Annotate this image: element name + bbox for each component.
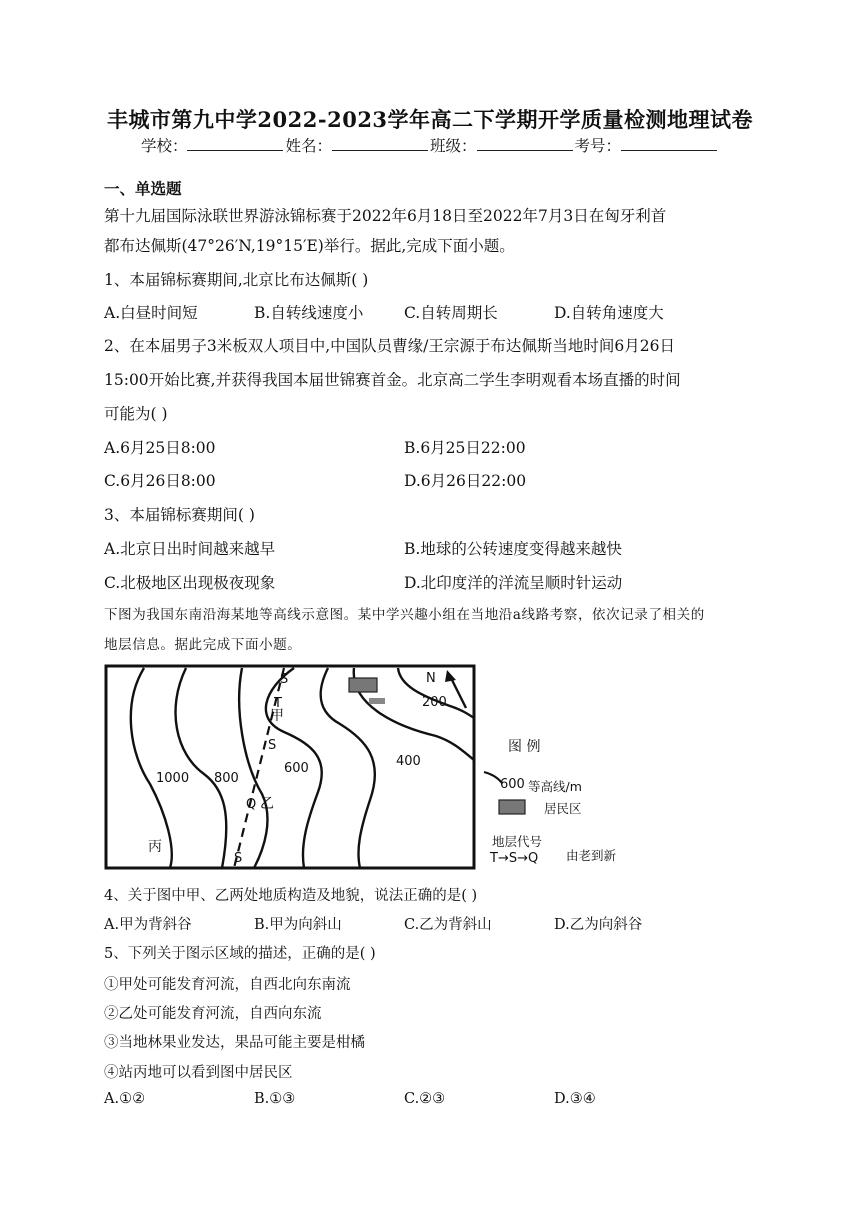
q4-option-c: C.乙为背斜山 xyxy=(404,917,492,933)
exam-no-blank xyxy=(621,136,717,151)
legend-contour-value: 600 xyxy=(500,777,525,792)
q2-option-c: C.6月26日8:00 xyxy=(104,472,216,490)
q5-option-b: B.①③ xyxy=(254,1091,296,1107)
section-heading: 一、单选题 xyxy=(104,179,182,198)
school-label: 学校： xyxy=(140,137,188,155)
q4-option-a: A.甲为背斜谷 xyxy=(104,917,192,933)
q2-stem-line2: 15:00开始比赛,并获得我国本届世锦赛首金。北京高二学生李明观看本场直播的时间 xyxy=(104,371,681,389)
place-label-bing: 丙 xyxy=(148,839,162,855)
map-legend xyxy=(484,739,617,866)
class-blank xyxy=(477,136,573,151)
q3-option-c: C.北极地区出现极夜现象 xyxy=(104,574,276,592)
q2-option-d: D.6月26日22:00 xyxy=(404,472,527,490)
q1-option-d: D.自转角速度大 xyxy=(554,304,664,322)
contour-label-800: 800 xyxy=(214,771,239,786)
q2-stem-line1: 2、在本届男子3米板双人项目中,中国队员曹缘/王宗源于布达佩斯当地时间6月26日 xyxy=(104,337,675,355)
legend-strata-title: 地层代号 xyxy=(492,834,543,849)
strata-label-q: Q xyxy=(246,797,257,812)
contour-label-200: 200 xyxy=(422,695,447,710)
q3-option-d: D.北印度洋的洋流呈顺时针运动 xyxy=(404,574,623,592)
north-label: N xyxy=(426,671,436,686)
legend-settlement-symbol xyxy=(499,800,525,814)
q3-stem: 3、本届锦标赛期间( ) xyxy=(104,506,255,524)
strata-label-t: T xyxy=(274,696,282,711)
q5-item-2: ②乙处可能发育河流，自西向东流 xyxy=(104,1006,322,1022)
strata-label-s-top: S xyxy=(280,672,289,687)
q1-option-c: C.自转周期长 xyxy=(404,304,498,322)
student-info-line xyxy=(0,134,860,156)
strata-label-s-mid: S xyxy=(268,738,277,753)
q3-option-a: A.北京日出时间越来越早 xyxy=(104,540,276,558)
strata-label-s-bottom: S xyxy=(234,851,243,866)
exam-title: 丰城市第九中学2022-2023学年高二下学期开学质量检测地理试卷 xyxy=(106,107,754,132)
contour-label-600: 600 xyxy=(284,761,309,776)
passage2-line2: 地层信息。据此完成下面小题。 xyxy=(104,637,302,653)
contour-label-1000: 1000 xyxy=(156,771,190,786)
q5-stem: 5、下列关于图示区域的描述，正确的是( ) xyxy=(104,946,376,962)
settlement-small xyxy=(369,698,385,704)
legend-strata-seq: T→S→Q xyxy=(490,851,539,866)
q5-item-1: ①甲处可能发育河流，自西北向东南流 xyxy=(104,977,351,993)
q4-stem: 4、关于图中甲、乙两处地质构造及地貌，说法正确的是( ) xyxy=(104,888,478,904)
q2-option-a: A.6月25日8:00 xyxy=(104,439,216,457)
place-label-yi: 乙 xyxy=(260,796,274,812)
q5-item-3: ③当地林果业发达，果品可能主要是柑橘 xyxy=(104,1035,365,1051)
legend-strata-text: 由老到新 xyxy=(566,848,617,863)
q1-option-a: A.白昼时间短 xyxy=(104,304,198,322)
q5-option-a: A.①② xyxy=(104,1091,146,1107)
settlement-large xyxy=(349,678,377,692)
contour-label-400: 400 xyxy=(396,754,421,769)
q4-option-b: B.甲为向斜山 xyxy=(254,917,342,933)
legend-settlement-text: 居民区 xyxy=(544,801,582,816)
q5-item-4: ④站丙地可以看到图中居民区 xyxy=(104,1065,293,1081)
class-label: 班级： xyxy=(430,137,477,155)
name-label: 姓名： xyxy=(285,137,332,155)
place-label-jia: 甲 xyxy=(270,708,284,724)
q2-stem-line3: 可能为( ) xyxy=(104,405,168,423)
passage1-line2: 都布达佩斯(47°26′N,19°15′E)举行。据此,完成下面小题。 xyxy=(104,237,515,255)
passage1-line1: 第十九届国际泳联世界游泳锦标赛于2022年6月18日至2022年7月3日在匈牙利首 xyxy=(104,207,667,225)
passage2-line1: 下图为我国东南沿海某地等高线示意图。某中学兴趣小组在当地沿a线路考察，依次记录了相关的 xyxy=(104,607,705,623)
q3-option-b: B.地球的公转速度变得越来越快 xyxy=(404,540,622,558)
contour-map-figure xyxy=(104,664,644,874)
name-blank xyxy=(332,136,428,151)
school-blank xyxy=(187,136,283,151)
q1-stem: 1、本届锦标赛期间,北京比布达佩斯( ) xyxy=(104,271,369,289)
q5-option-d: D.③④ xyxy=(554,1091,596,1107)
legend-title: 图 例 xyxy=(508,739,541,755)
q2-option-b: B.6月25日22:00 xyxy=(404,439,526,457)
q5-option-c: C.②③ xyxy=(404,1091,446,1107)
exam-no-label: 考号： xyxy=(574,137,622,155)
q4-option-d: D.乙为向斜谷 xyxy=(554,917,643,933)
legend-contour-text: 等高线/m xyxy=(528,779,582,794)
q1-option-b: B.自转线速度小 xyxy=(254,304,364,322)
